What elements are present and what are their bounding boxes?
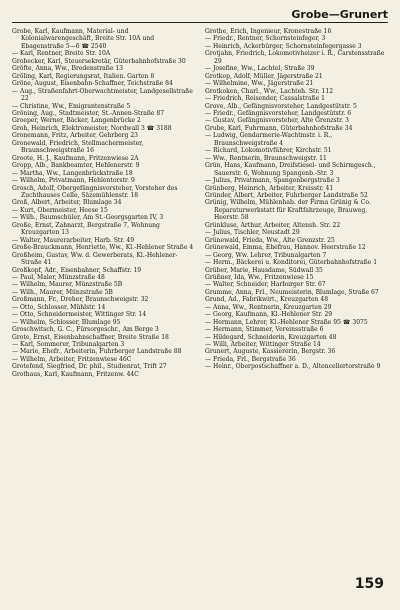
directory-entry: Große-Brauckmann, Henriette, Ww., Kl.-Hehlener Straße 4: [12, 244, 194, 252]
directory-entry: Grünkluse, Arthur, Arbeiter, Altensh. Str. 22: [205, 221, 341, 229]
directory-entry: — Georg, Ww. Lehrer, Tribunalgarten 7: [205, 251, 327, 259]
directory-entry: — Anna, Ww., Rentnerin, Kreuzgarten 29: [205, 303, 332, 311]
directory-entry: — Friedr., Rentner, Schornsteinfeger, 3: [205, 35, 326, 43]
page-header: Grobe—Grunert: [291, 8, 388, 21]
directory-entry: Große, Ernst, Zahnarzt, Bergstraße 7, Wohnung Kreuzgarten 13: [12, 221, 160, 237]
page-number: 159: [354, 576, 384, 592]
directory-entry: Grote, Ernst, Eisenbahnschaffner, Breite Straße 18: [12, 333, 169, 341]
directory-entry: Grünewald, Frieda, Ww., Alte Grenzstr. 25: [205, 236, 335, 244]
directory-entry: Grün, Hans, Kaufmann, Dreifstiesel- und Schirmgesch., Sauerstr. 6, Wohnung Spangenb.-Str. 3: [205, 162, 376, 177]
directory-entry: — Heinr., Oberpostschaffner a. D., Altencellertorstraße 9: [205, 363, 381, 371]
directory-entry: Groschwitsch, G. C., Fürsorgeschr., Am Berge 3: [12, 326, 159, 334]
directory-entry: — Ww., Rentnerin, Braunschweigstr. 11: [205, 154, 327, 162]
directory-entry: — Otto, Schneidermeister, Wittinger Str. 14: [12, 311, 147, 319]
directory-entry: Grotjahn, Friedrich, Lokomotivheizer i. R., Carstensstraße 29: [205, 50, 385, 65]
directory-entry: Gropp, Alb., Bankbeamter, Hehlenerstr. 9: [12, 162, 140, 170]
directory-entry: Gründer, Albert, Arbeiter, Fuhrberger Landstraße 52: [205, 191, 368, 199]
directory-entry: — Julius, Tischler, Neustadt 29: [205, 229, 300, 237]
directory-entry: Grotkop, Adolf, Müller, Jägerstraße 21: [205, 72, 323, 80]
directory-entry: Grobe, Karl, Kaufmann, Material- und Kolonialwarengeschäft, Breite Str. 10A und Ebagenstraße 5—6 ☎ 2540: [12, 28, 155, 50]
left-column: [12, 28, 195, 378]
directory-entry: Grünig, Wilhelm, Mühlenhab. der Firma Grünig & Co. Reparaturwerkstatt für Kraftfahrzeuge, Brauweg, Heerstr. 58: [205, 199, 371, 222]
directory-entry: — Wilhelmine, Ww., Jägerstraße 21: [205, 80, 314, 88]
directory-entry: Grüber, Marie, Hausdame, Südwall 35: [205, 266, 323, 274]
directory-entry: Grobecker, Karl, Steuersekretär, Güterbahnhofstraße 30: [12, 57, 186, 65]
directory-entry: Gröne, August, Eisenbahn-Schaffner, Teichstraße 84: [12, 80, 173, 88]
directory-entry: — Wilhelm, Maurer, Münzstraße 5B: [12, 281, 123, 289]
directory-entry: — Marie, Ehefr., Arbeiterin, Fuhrberger Landstraße 88: [12, 348, 182, 356]
directory-entry: Gröfte, Anna, Ww., Bredenstraße 13: [12, 65, 124, 73]
directory-entry: — Josefine, Ww., Lachtel, Straße 39: [205, 65, 315, 73]
directory-entry: Grothaus, Karl, Kaufmann, Fritzenw. 44C: [12, 370, 139, 378]
directory-entry: Grünewald, Emma, Ehefrau, Hannov. Heerstraße 12: [205, 244, 366, 252]
directory-entry: — Heinrich, Ackerbürger, Schornsteinfegergasse 3: [205, 42, 362, 50]
directory-entry: — Paul, Maler, Münzstraße 48: [12, 273, 105, 281]
directory-entry: — Hildegard, Schneiderin, Kreuzgarten 48: [205, 333, 337, 341]
directory-entry: Grotefend, Siegfried, Dr. phil., Studienrat, Trift 27: [12, 363, 167, 371]
directory-entry: — Karl, Sommerer, Tribunalgarten 3: [12, 341, 125, 349]
directory-entry: — Willi, Arbeiter, Wittinger Straße 14: [205, 341, 321, 349]
directory-entry: Gröning, Aug., Stadtmeister, St.-Annen-Straße 87: [12, 109, 165, 117]
directory-entry: Großheim, Gustav, Ww. d. Gewerberats, Kl.-Hehlener-Straße 41: [12, 251, 178, 267]
directory-entry: — Aug., Straßenfahrt-Oberwachtmeister, Landgesellstraße 22: [12, 87, 193, 103]
directory-entry: Grosch, Adolf, Obergefängnisvorsteher, Vorsteher des Zuchthauses Celle, Säzemühlenstr. 18: [12, 184, 178, 199]
directory-entry: Grunert, Auguste, Kassiererin, Bergstr. 36: [205, 348, 336, 356]
directory-entry: Grube, Karl, Fuhrmann, Güterbahnhofstraße 34: [205, 124, 353, 132]
directory-entry: — Wilhelm, Arbeiter, Fritzenwiese 46C: [12, 355, 132, 363]
directory-entry: Gronewald, Friedrich, Stellmachermeister, Braunschweigstraße 16: [12, 139, 144, 155]
directory-entry: — Richard, Lokomotivführer, Kirchstr. 51: [205, 147, 332, 155]
directory-entry: Groß, Albert, Arbeiter, Blumlage 34: [12, 199, 122, 207]
directory-entry: Gröling, Karl, Regierungsrat, Italien. Garten 8: [12, 72, 155, 80]
directory-entry: Groote, H. J., Kaufmann, Fritzenwiese 2A: [12, 154, 139, 162]
directory-entry: Großmann, Fr., Dreher, Braunschweigstr. 32: [12, 296, 149, 304]
directory-entry: Grothe, Erich, Ingenieur, Kronestraße 16: [205, 28, 332, 35]
directory-entry: Großkopf, Adr., Eisenbahner, Schaffstr. 19: [12, 266, 142, 274]
directory-entry: — Karl, Rentner, Breite Str. 10A: [12, 50, 111, 58]
directory-entry: — Martha, Ww., Langenbrückstraße 18: [12, 169, 133, 177]
directory-entry: — Wilh., Maurer, Münzstraße 5B: [12, 288, 113, 296]
directory-entry: Gronemann, Fritz, Arbeiter, Gehrberg 23: [12, 132, 139, 140]
right-column: [205, 28, 388, 371]
directory-entry: — Walter, Maurerarbeiter, Harb. Str. 49: [12, 236, 135, 244]
directory-entry: — Friedrich, Reisender, Cassalstraße 1: [205, 95, 325, 103]
directory-entry: — Georg, Kaufmann, Kl.-Hehlener Str. 29: [205, 311, 333, 319]
directory-entry: — Hermann, Lehrer, Kl.-Hehlener Straße 95 ☎ 3075: [205, 318, 368, 326]
directory-entry: — Gustav, Gefängnisvorsteher, Alte Grenzstr. 3: [205, 117, 349, 125]
directory-entry: — Wilhelm, Privatmann, Hehlentorstr. 9: [12, 177, 135, 185]
directory-entry: Grumme, Anna, Frl., Neumeisterin, Blumlage, Straße 67: [205, 288, 379, 296]
directory-entry: — Frieda, Frl., Bergstraße 36: [205, 355, 296, 363]
directory-entry: — Herm., Bäckerei u. Konditorei, Güterbahnhofstraße 1: [205, 259, 378, 267]
directory-entry: — Wilh., Baumschüler, Am St.-Georgsgarten IV, 3: [12, 214, 164, 222]
directory-entry: — Kurt, Obermeister, Heese 15: [12, 206, 108, 214]
directory-entry: — Otto, Schlosser, Mühlstr. 14: [12, 303, 106, 311]
directory-entry: Grove, Alb., Gefängnisvorsteher, Landgestütstr. 5: [205, 102, 357, 110]
directory-entry: — Ludwig, Gendarmerie-Wachtmstr. i. R., Braunschweigstraße 4: [205, 132, 333, 147]
directory-entry: — Julius, Privatmann, Spangenbergstraße 3: [205, 177, 340, 185]
directory-entry: — Wilhelm, Schlosser, Blumlage 95: [12, 318, 121, 326]
directory-entry: Groh, Heinrich, Elektromeister, Nordwall 3 ☎ 3188: [12, 124, 172, 132]
header-rule: [12, 22, 388, 23]
directory-entry: Grüßner, Ida, Ww., Fritzenwiese 15: [205, 273, 314, 281]
directory-entry: — Hermann, Stimmer, Vereinsstraße 6: [205, 326, 324, 334]
directory-entry: — Walter, Schneider, Harburger Str. 67: [205, 281, 326, 289]
directory-entry: Grünberg, Heinrich, Arbeiter, Kreisstr. 41: [205, 184, 334, 192]
directory-entry: — Christine, Ww., Emigrantenstraße 5: [12, 102, 131, 110]
directory-entry: — Friedr., Gefängnisvorsteher, Landgestütstr. 6: [205, 109, 352, 117]
directory-entry: Grotkoken, Charl., Ww., Lachteh. Str. 112: [205, 87, 334, 95]
directory-entry: Groeper, Werner, Bäcker, Langenbrücke 2: [12, 117, 141, 125]
directory-entry: Grund, Ad., Fabrikwirt., Kreuzgarten 48: [205, 296, 329, 304]
